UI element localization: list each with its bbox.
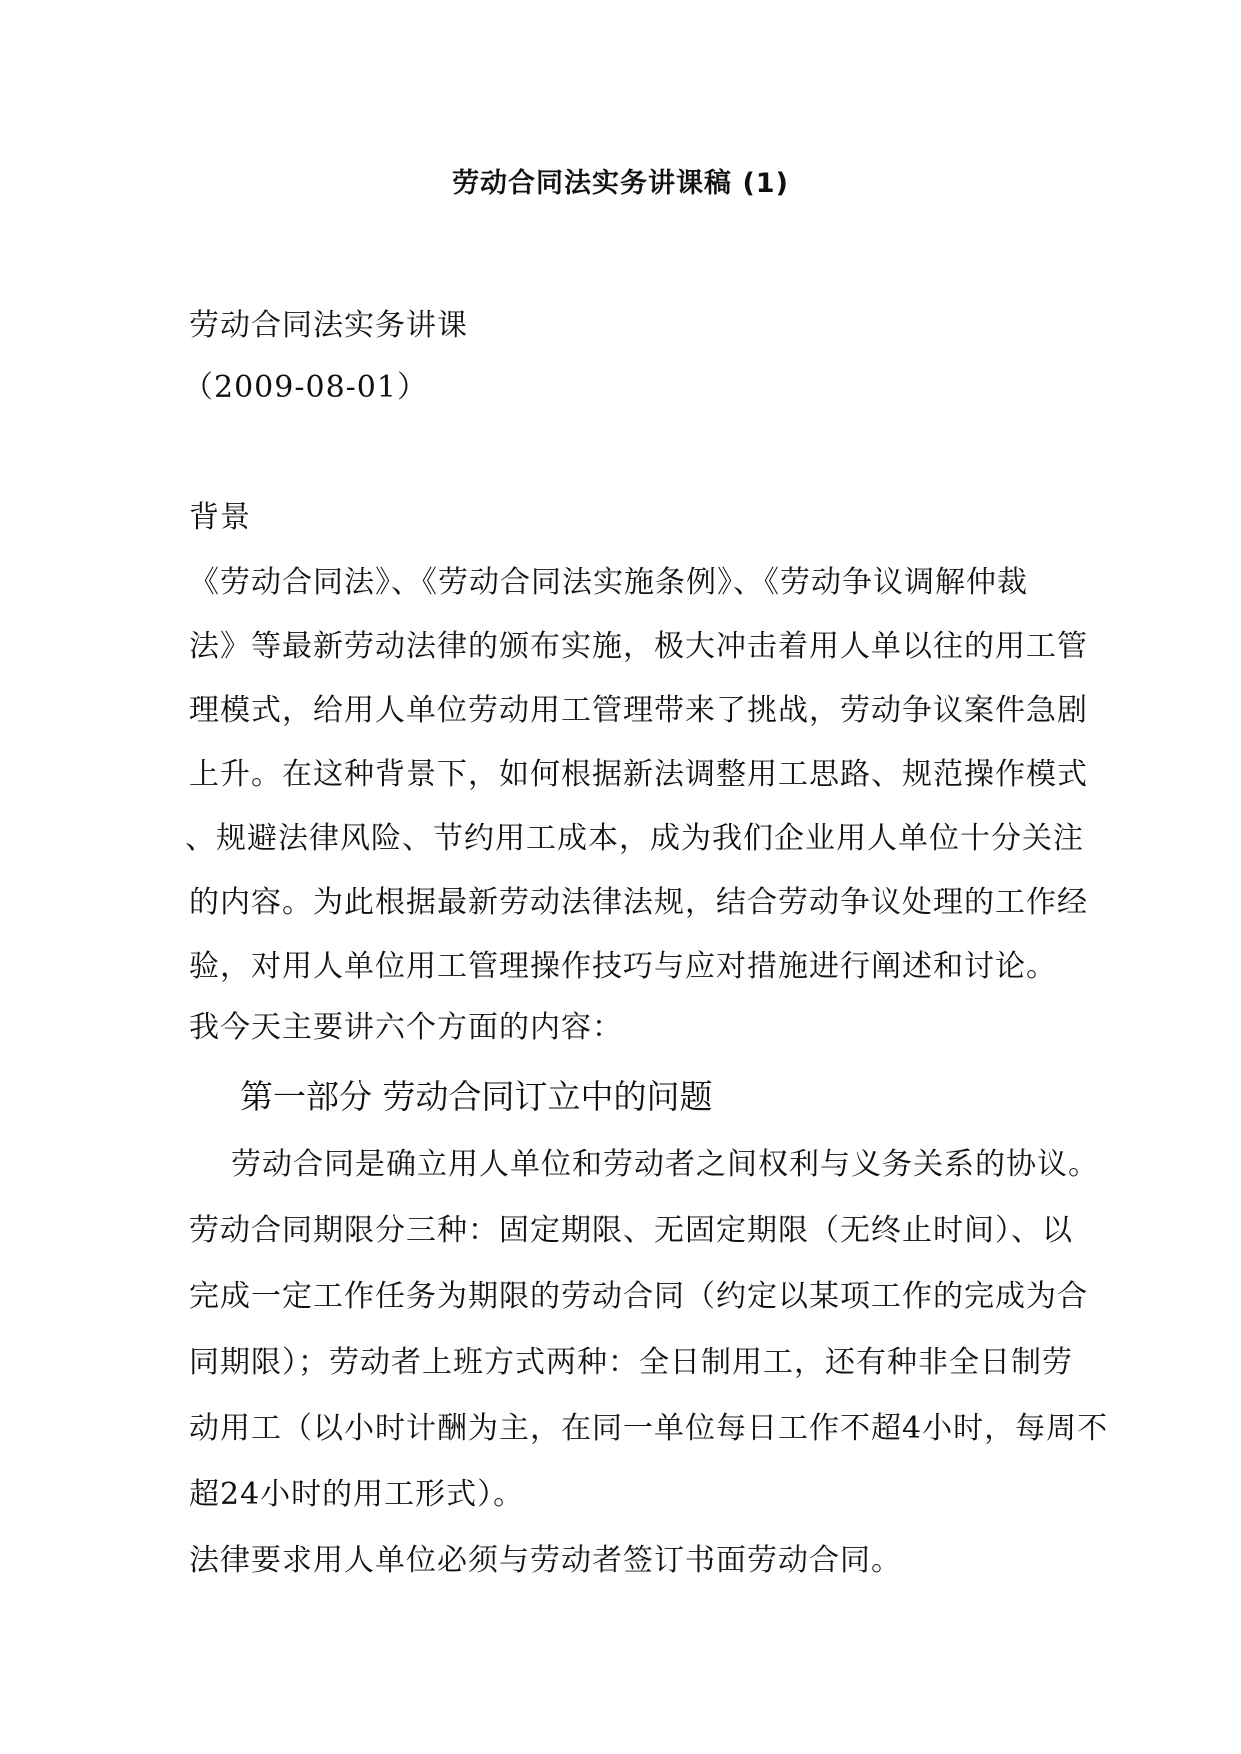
background-line: 、规避法律风险、节约用工成本，成为我们企业用人单位十分关注 [185, 821, 1084, 856]
section-one-line: 劳动合同期限分三种：固定期限、无固定期限（无终止时间）、以 [189, 1213, 1073, 1248]
intro-line: 我今天主要讲六个方面的内容： [189, 1010, 623, 1045]
section-one-line: 超24小时的用工形式）。 [189, 1477, 525, 1512]
section-one-line: 动用工（以小时计酬为主，在同一单位每日工作不超4小时，每周不 [189, 1411, 1109, 1446]
section-one-line: 同期限）；劳动者上班方式两种：全日制用工，还有种非全日制劳 [189, 1345, 1073, 1380]
section-one-closing-line: 法律要求用人单位必须与劳动者签订书面劳动合同。 [189, 1543, 902, 1578]
document-subtitle: 劳动合同法实务讲课 [189, 308, 468, 343]
section-one-heading: 第一部分 劳动合同订立中的问题 [240, 1077, 713, 1116]
background-line: 法》等最新劳动法律的颁布实施，极大冲击着用人单以往的用工管 [189, 629, 1088, 664]
background-line: 《劳动合同法》、《劳动合同法实施条例》、《劳动争议调解仲裁 [189, 565, 1028, 600]
document-date: （2009-08-01） [183, 370, 428, 405]
background-line: 上升。在这种背景下，如何根据新法调整用工思路、规范操作模式 [189, 757, 1088, 792]
section-one-line: 完成一定工作任务为期限的劳动合同（约定以某项工作的完成为合 [189, 1279, 1088, 1314]
section-one-line: 劳动合同是确立用人单位和劳动者之间权利与义务关系的协议。 [231, 1147, 1099, 1182]
document-title: 劳动合同法实务讲课稿 (1) [452, 168, 789, 199]
background-line: 理模式，给用人单位劳动用工管理带来了挑战，劳动争议案件急剧 [189, 693, 1088, 728]
background-line: 的内容。为此根据最新劳动法律法规，结合劳动争议处理的工作经 [189, 885, 1088, 920]
background-heading: 背景 [189, 500, 251, 535]
background-line: 验，对用人单位用工管理操作技巧与应对措施进行阐述和讨论。 [189, 949, 1057, 984]
